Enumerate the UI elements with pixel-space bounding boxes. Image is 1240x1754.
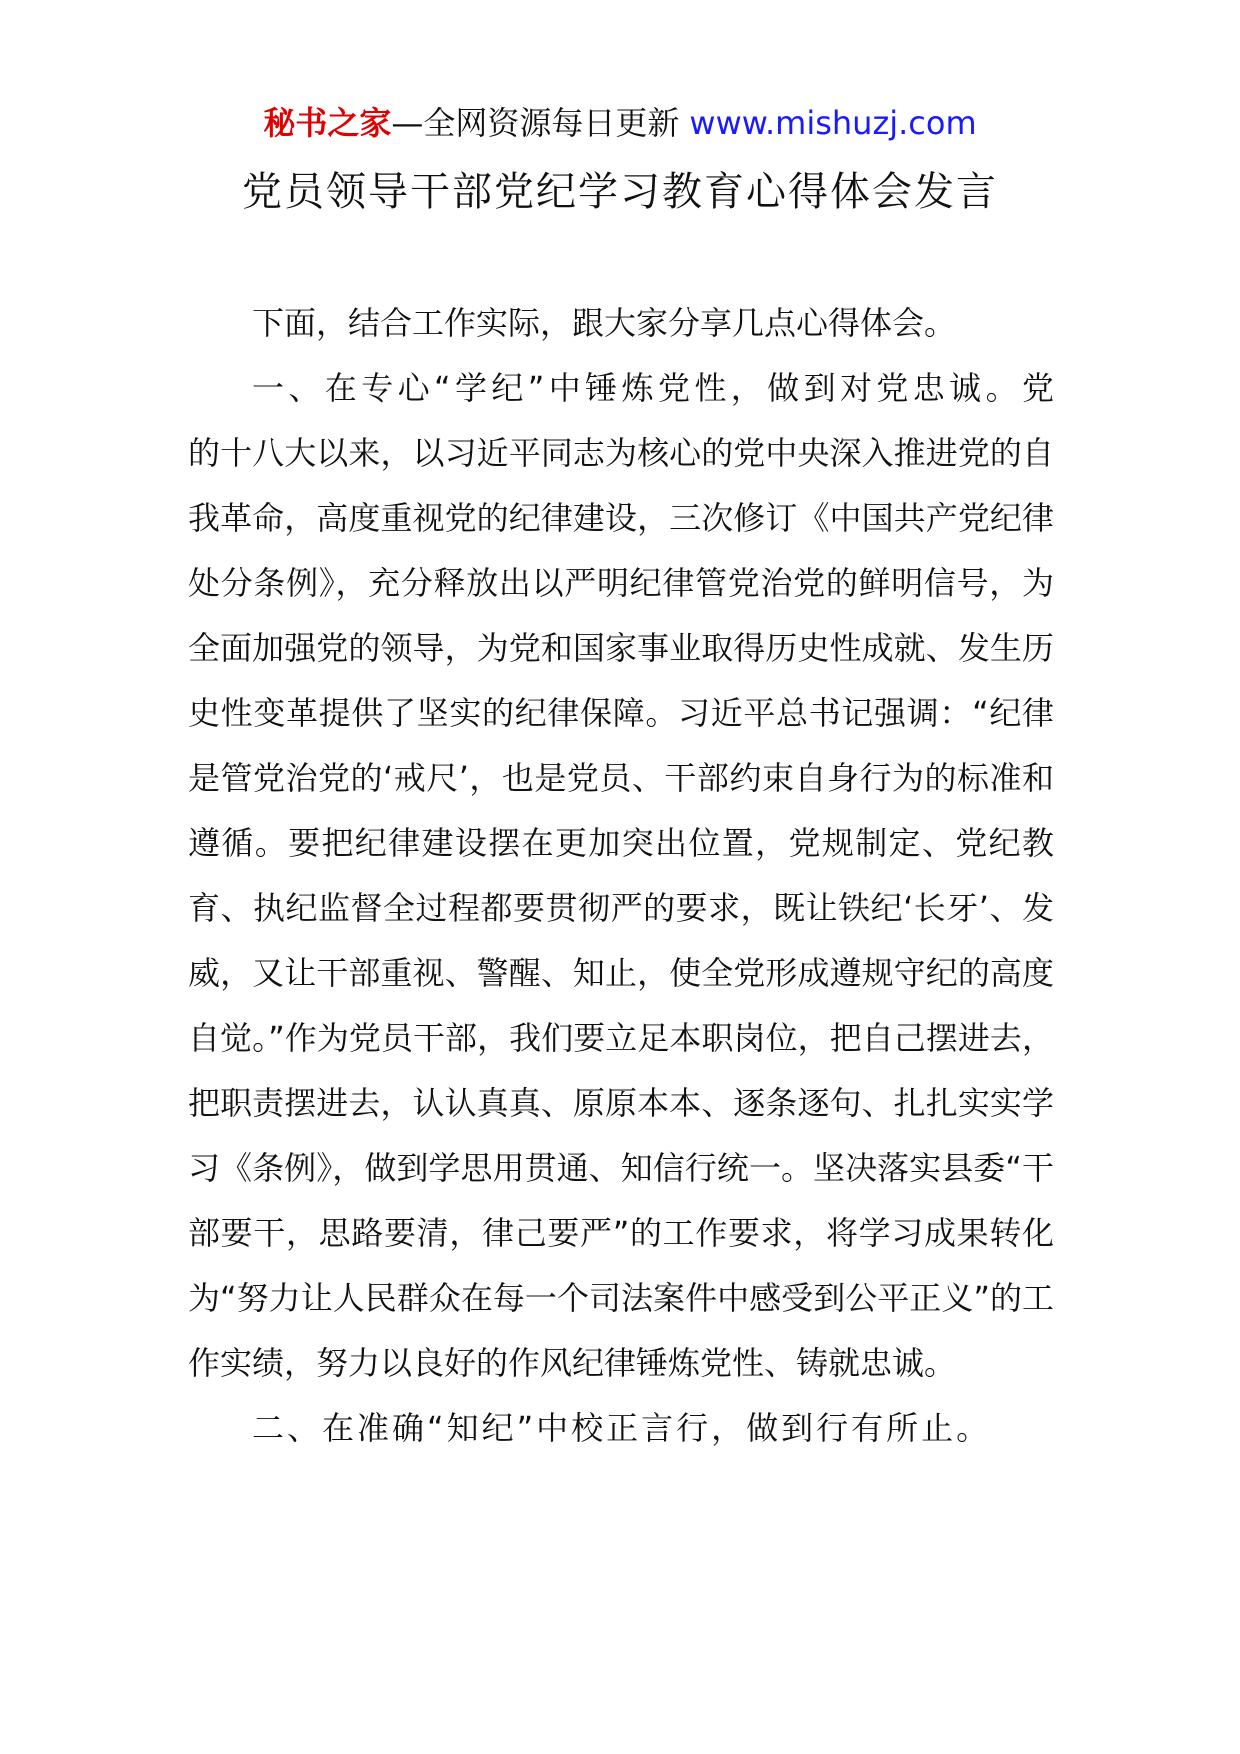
document-body [188, 291, 1054, 1461]
intro-paragraph: 下面，结合工作实际，跟大家分享几点心得体会。 [252, 304, 957, 342]
brand-name: 秘书之家 [263, 104, 392, 142]
site-url-link[interactable]: www.mishuzj.com [689, 104, 977, 142]
section-2-heading: 二、在准确“知纪”中校正言行，做到行有所止。 [252, 1409, 992, 1447]
document-title: 党员领导干部党纪学习教育心得体会发言 [242, 169, 998, 215]
section-1-heading: 一、在专心“学纪”中锤炼党性，做到对党忠诚。 [252, 369, 1022, 407]
section-1-paragraph [188, 356, 1054, 1396]
site-header-banner [0, 100, 1240, 146]
section-1-body: 党的十八大以来，以习近平同志为核心的党中央深入推进党的自我革命，高度重视党的纪律建设，三次修订《中国共产党纪律处分条例》，充分释放出以严明纪律管党治党的鲜明信号，为全面加强党的领导，为党和国家事业取得历史性成就、发生历史性变革提供了坚实的纪律保障。习近平总书记强调：“纪律是管党治党的‘戒尺’，也是党员、干部约束自身行为的标准和遵循。要把纪律建设摆在更加突出位置，党规制定、党纪教育、执纪监督全过程都要贯彻严的要求，既让铁纪‘长牙’、发威，又让干部重视、警醒、知止，使全党形成遵规守纪的高度自觉。”作为党员干部，我们要立足本职岗位，把自己摆进去，把职责摆进去，认认真真、原原本本、逐条逐句、扎扎实实学习《条例》，做到学思用贯通、知信行统一。坚决落实县委“干部要干，思路要清，律己要严”的工作要求，将学习成果转化为“努力让人民群众在每一个司法案件中感受到公平正义”的工作实绩，努力以良好的作风纪律锤炼党性、铸就忠诚。 [188, 369, 1054, 1382]
site-tagline: —全网资源每日更新 [391, 104, 680, 142]
